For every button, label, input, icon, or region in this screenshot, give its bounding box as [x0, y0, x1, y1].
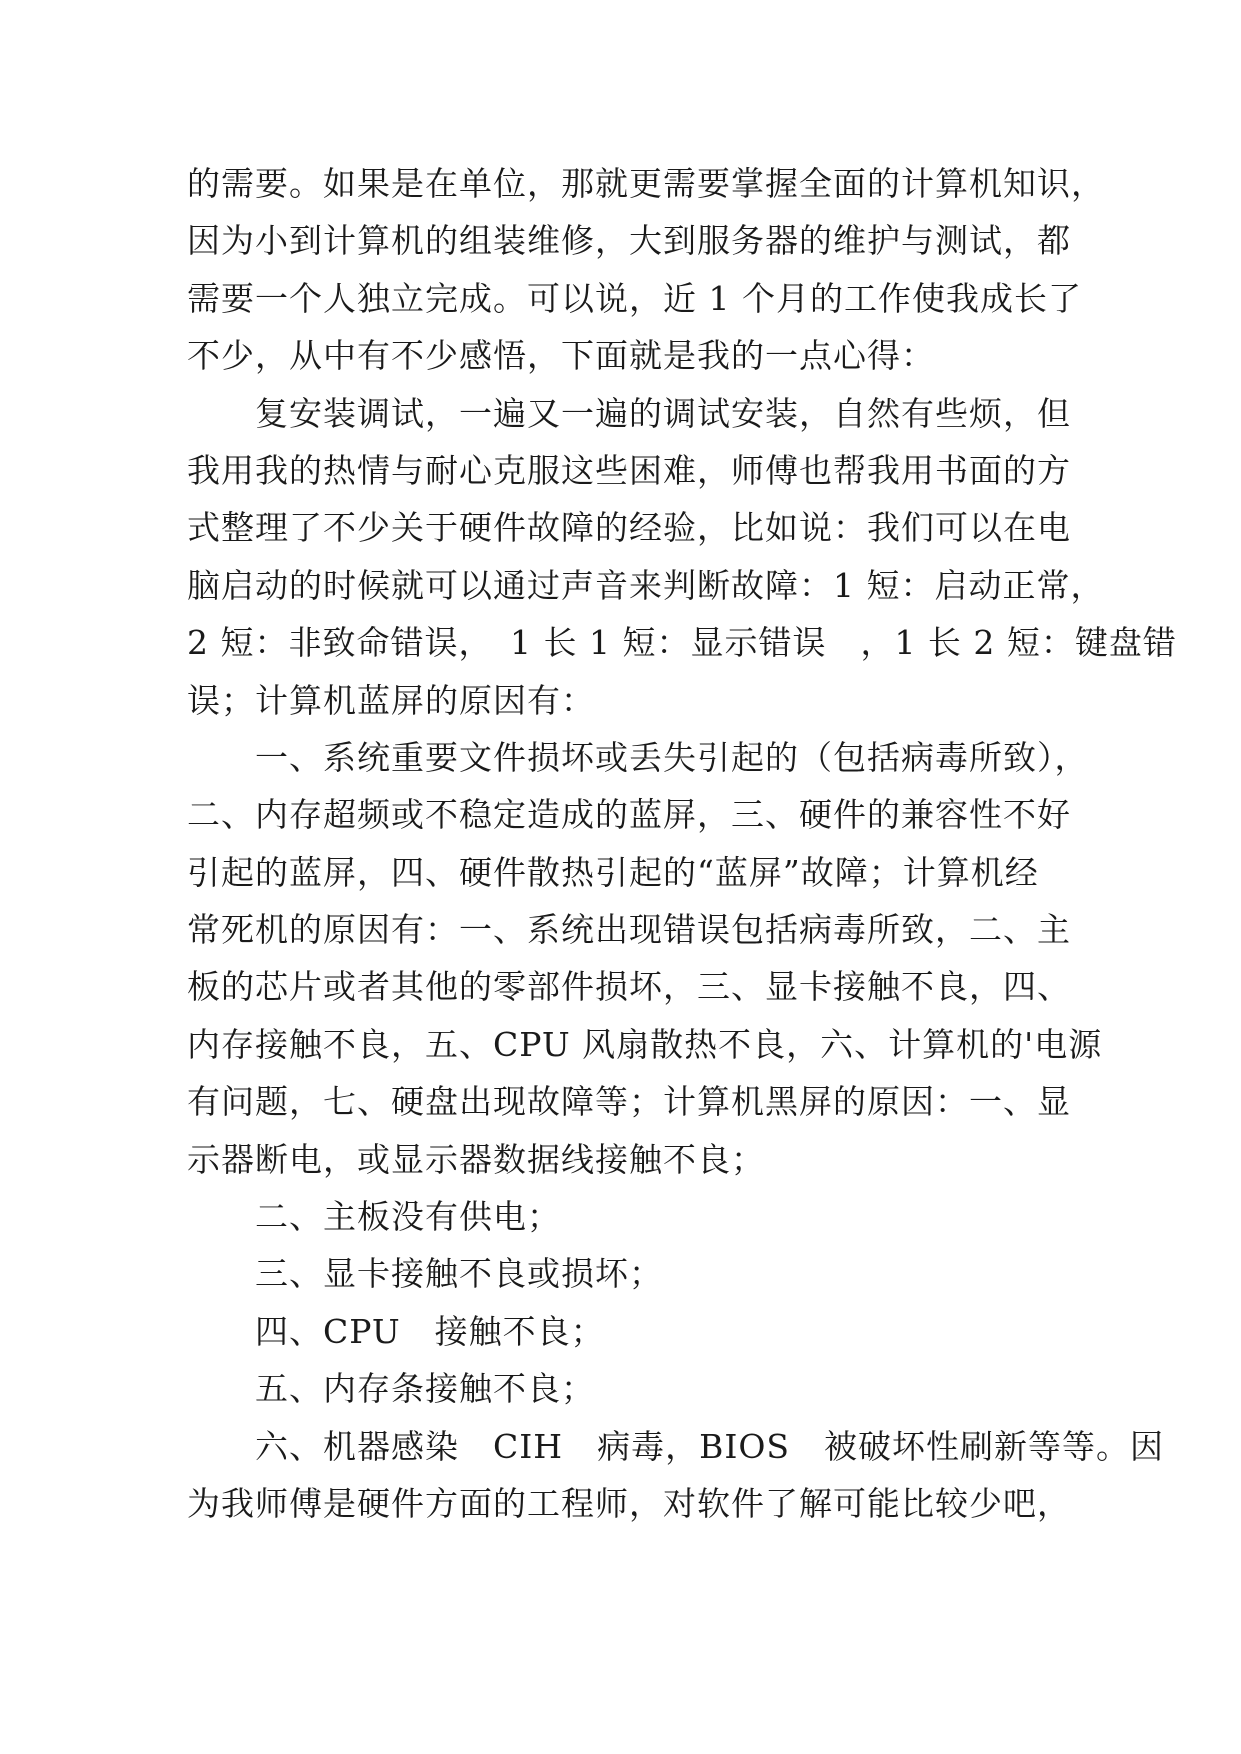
text-line: 2 短：非致命错误， 1 长 1 短：显示错误 ，1 长 2 短：键盘错: [187, 623, 1177, 663]
text-line: 二、主板没有供电；: [187, 1197, 561, 1237]
text-line: 有问题，七、硬盘出现故障等；计算机黑屏的原因：一、显: [187, 1082, 1071, 1122]
text-line: 我用我的热情与耐心克服这些困难，师傅也帮我用书面的方: [187, 450, 1071, 490]
document-body: [187, 155, 1177, 1532]
text-line: 脑启动的时候就可以通过声音来判断故障：1 短：启动正常，: [187, 565, 1105, 605]
text-line: 误；计算机蓝屏的原因有：: [187, 680, 595, 720]
text-line: 二、内存超频或不稳定造成的蓝屏，三、硬件的兼容性不好: [187, 795, 1071, 835]
text-line: 六、机器感染 CIH 病毒，BIOS 被破坏性刷新等等。因: [187, 1426, 1165, 1466]
text-line: 需要一个人独立完成。可以说，近 1 个月的工作使我成长了: [187, 278, 1082, 318]
text-line: 常死机的原因有：一、系统出现错误包括病毒所致，二、主: [187, 910, 1071, 950]
text-line: 因为小到计算机的组装维修，大到服务器的维护与测试，都: [187, 221, 1071, 261]
text-line: 板的芯片或者其他的零部件损坏，三、显卡接触不良，四、: [187, 967, 1071, 1007]
text-line: 的需要。如果是在单位，那就更需要掌握全面的计算机知识，: [187, 164, 1105, 203]
text-line: 复安装调试，一遍又一遍的调试安装，自然有些烦，但: [187, 393, 1071, 433]
text-line: 五、内存条接触不良；: [187, 1369, 595, 1409]
text-line: 式整理了不少关于硬件故障的经验，比如说：我们可以在电: [187, 508, 1071, 548]
text-line: 不少，从中有不少感悟，下面就是我的一点心得：: [187, 336, 935, 376]
text-line: 一、系统重要文件损坏或丢失引起的（包括病毒所致），: [187, 737, 1089, 777]
text-line: 为我师傅是硬件方面的工程师，对软件了解可能比较少吧，: [187, 1483, 1071, 1523]
text-line: 示器断电，或显示器数据线接触不良；: [187, 1139, 765, 1179]
text-line: 三、显卡接触不良或损坏；: [187, 1254, 663, 1294]
text-line: 引起的蓝屏，四、硬件散热引起的“蓝屏”故障；计算机经: [187, 852, 1039, 892]
text-line: 内存接触不良，五、CPU 风扇散热不良，六、计算机的'电源: [187, 1024, 1103, 1064]
text-line: 四、CPU 接触不良；: [187, 1311, 605, 1351]
